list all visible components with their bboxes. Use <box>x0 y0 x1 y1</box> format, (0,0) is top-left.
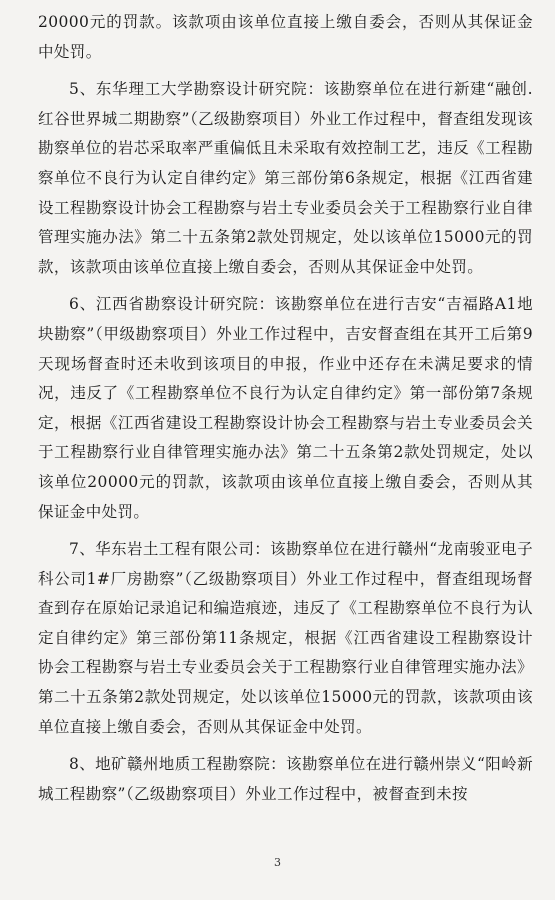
paragraph-item-8: 8、地矿赣州地质工程勘察院：该勘察单位在进行赣州崇义“阳岭新城工程勘察”（乙级勘察项目）外业工作过程中，被督查到未按 <box>38 755 533 803</box>
paragraph-item-7: 7、华东岩土工程有限公司：该勘察单位在进行赣州“龙南骏亚电子科公司1#厂房勘察”（乙级勘察项目）外业工作过程中，督查组现场督查到存在原始记录追记和编造痕迹，违反了《工程勘察单位不良行为认定自律约定》第三部份第11条规定，根据《江西省建设工程勘察设计协会工程勘察与岩土专业委员会关于工程勘察行业自律管理实施办法》第二十五条第2款处罚规定，处以该单位15000元的罚款，该款项由该单位直接上缴自委会，否则从其保证金中处罚。 <box>38 540 533 736</box>
paragraph-item-6: 6、江西省勘察设计研究院：该勘察单位在进行吉安“吉福路A1地块勘察”（甲级勘察项目）外业工作过程中，吉安督查组在其开工后第9天现场督查时还未收到该项目的申报，作业中还存在未满足要求的情况，违反了《工程勘察单位不良行为认定自律约定》第一部份第7条规定，根据《江西省建设工程勘察设计协会工程勘察与岩土专业委员会关于工程勘察行业自律管理实施办法》第二十五条第2款处罚规定，处以该单位20000元的罚款，该款项由该单位直接上缴自委会，否则从其保证金中处罚。 <box>38 295 533 521</box>
paragraph-item-5: 5、东华理工大学勘察设计研究院：该勘察单位在进行新建“融创.红谷世界城二期勘察”（乙级勘察项目）外业工作过程中，督查组发现该勘察单位的岩芯采取率严重偏低且未采取有效控制工艺，违反《工程勘察单位不良行为认定自律约定》第三部份第6条规定，根据《江西省建设工程勘察设计协会工程勘察与岩土专业委员会关于工程勘察行业自律管理实施办法》第二十五条第2款处罚规定，处以该单位15000元的罚款，该款项由该单位直接上缴自委会，否则从其保证金中处罚。 <box>38 80 533 276</box>
paragraph-continued: 20000元的罚款。该款项由该单位直接上缴自委会，否则从其保证金中处罚。 <box>38 13 533 61</box>
page-number: 3 <box>274 856 281 869</box>
